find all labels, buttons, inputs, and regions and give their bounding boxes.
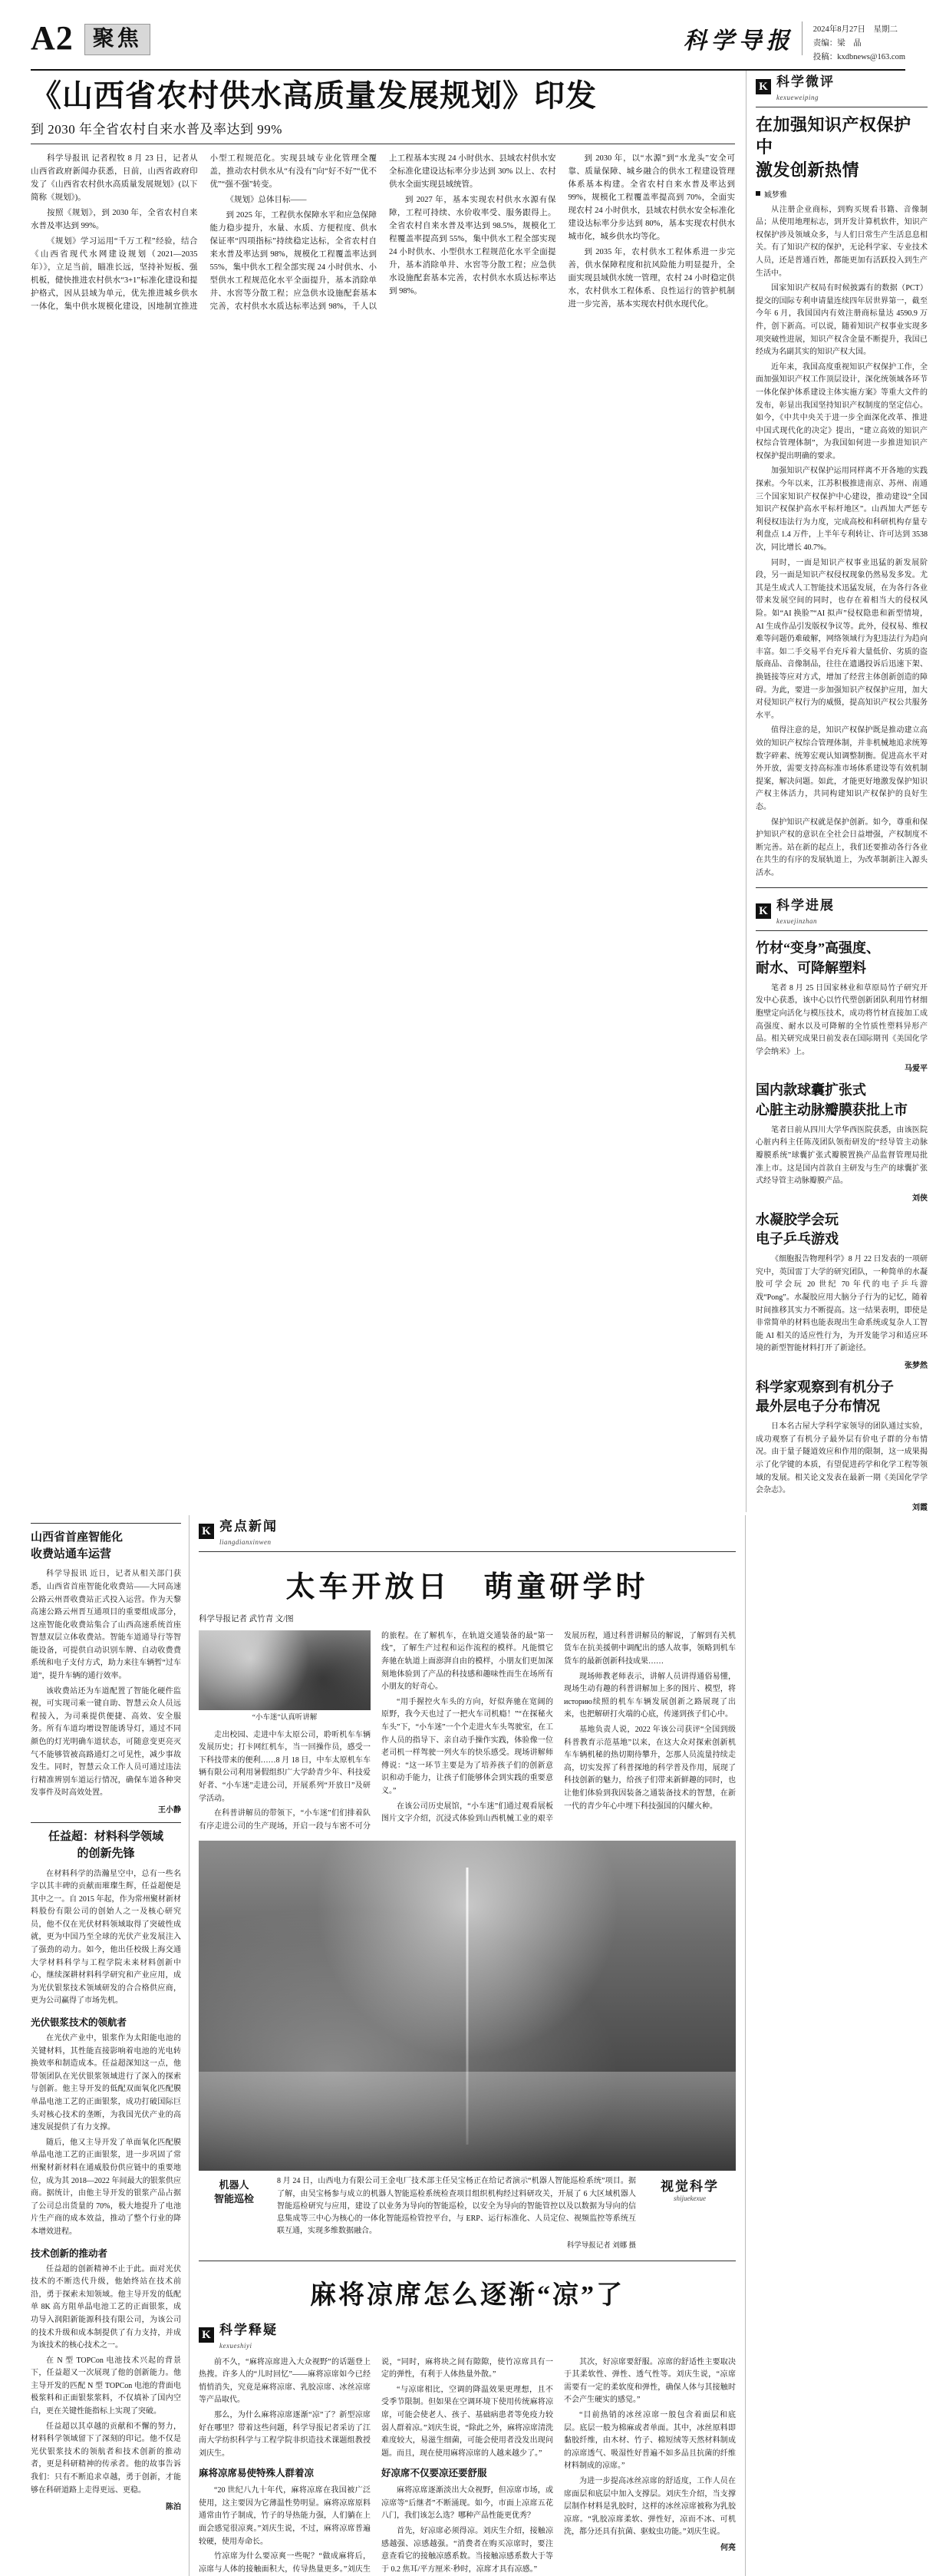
center-column [190, 1515, 745, 2576]
left-article1-title: 山西省首座智能化 收费站通车运营 [31, 1531, 124, 1560]
para: 笔者日前从四川大学华西医院获悉，由该医院心脏内科主任陈茂团队领衔研发的“经导管主动脉瓣膜系统”球囊扩张式瓣膜置换产品监督管理局批准上市。这是国内首款自主研发与生产的球囊扩张式经导管主动脉瓣膜产品。 [756, 1125, 928, 1186]
left-article2-body2 [31, 2033, 181, 2239]
lower-section [31, 1515, 905, 2576]
news-item-body [756, 1125, 928, 1188]
lead-para: 按照《规划》，到 2030 年，全省农村自来水普及率达到 99%。 [31, 208, 198, 230]
news-item-body [756, 1253, 928, 1356]
para: 在该公司历史展馆，“小车迷”们通过观看展板图片文字介绍，沉浸式体验到山西机械工业的艰辛发展历程，通过科普讲解员的解说，了解到有关机货车在抗美援朝中调配出的感人故事，领略到机车货车的最新创新科技成果…… [381, 1631, 736, 1824]
para: 同时，一面是知识产权事业迅猛的新发展阶段，另一面是知识产权侵权现象仍然易发多发。尤其是生成式人工智能技术迅猛发展，在为各行各业带来发展空间的同时，也存在着相当大的侵权风险。如“AI 换脸”“AI 拟声”侵权隐患和新型情境，AI 生成作品引发版权争议等。此外，侵权易、维权难等问题仍难破解，网络领域行为犯违法行为趋向丰富。如二手交易平台充斥着大量低价、劣质的盗版商品、音像制品，往往在遗遇投诉后迅速下架、换链接等应对方式，增加了经营主体创新创造的障碍。为此，要进一步加强知识产权保护应用，加大对侵知识产权行为的威慑，提高知识产权公共服务水平。 [756, 558, 928, 720]
lead-para: 科学导报讯 记者程牧 8 月 23 日，记者从山西省政府新闻办获悉，日前，山西省政府印发了《山西省农村供水高质量发展规划》(以下简称《规划》)。 [31, 154, 198, 202]
divider [756, 887, 928, 888]
lead-para: 《规划》学习运用“千万工程”经验，结合《山西省现代水网建设规划（2021—2035 年）》，立足当前，瞄准长远，坚持补短板、强机板，健快推进农村供水“3+1”标准化建设和提护格式，因从县域为单元，优先推进城乡供水一体化，集中供水规模化建设，因地制宜推进小型工程规范化。实现县域专业化管理全覆盖，推动农村供水从“有没有”向“好不好”“优不优”“强不强”转变。 [31, 154, 377, 311]
para: “20 世纪八九十年代，麻将凉席在我国被广泛使用，这主要因为它薄温性势明显。麻将凉席原料通常由竹子制成，竹子的导热能力强，人们躺在上面会感觉很凉爽。”刘庆生说，不过，麻将凉席普遍较硬，使用寿命长。 [199, 2486, 371, 2546]
feature-photo-caption: “小车迷”认真听讲解 [252, 1713, 318, 1722]
section-pinyin: kexueshiyi [219, 2341, 252, 2350]
news-item-body [756, 983, 928, 1059]
para: 任益超以其卓越的贡献和不懈的努力，材料科学领域留下了深刻的印记。他不仅是光伏银浆技术的领航者和技术创新的推动者，更是科研精神的传承者。他的故事告诉我们：只有不断追求卓越，勇于创新，才能够在科研道路上走得更远、更稳。 [31, 2422, 181, 2495]
news-item-sign: 刘霞 [912, 1503, 928, 1512]
article-title-line2: 激发创新热情 [756, 160, 860, 180]
para: 任益超的创新精神不止于此。面对光伏技术的不断迭代升级，他始终站在技术前沿，勇于探索未知领域。他主导开发的低配单 8K 高方阻单晶电池工艺的正面银浆，成功导入润阳新能源科技有限公司，为该公司的技术升级和成本制提供了有力支持，并成为该技术的核心技术之一。 [31, 2264, 181, 2350]
feature-figure [199, 1630, 371, 1725]
news-item-title: 科学家观察到有机分子 最外层电子分布情况 [756, 1379, 894, 1415]
section-pinyin: kexuejinzhan [776, 917, 817, 926]
bullet-square-icon [756, 191, 760, 196]
para: 其次，好凉席要舒服。凉席的舒适性主要取决于其柔软性、弹性、透气性等。刘庆生说，“凉席需要有一定的柔软度和弹性，确保人体与其接触时不会产生硬实的感觉。” [564, 2357, 736, 2405]
left-column [31, 1515, 190, 2576]
section-badge: 聚焦 [84, 24, 150, 55]
para: 在科普讲解员的带领下，“小车迷”们们排着队有序走进公司的生产现场，开启一段与车密不可分的旅程。在了解机车，在轨道交通装备的最“第一线”，了解生产过程和运作流程的模样。凡能惯它奔驰在轨道上面澎湃自由的模样，小朋友们更加深刻地体验到了产品的科技感和趣味性而生在场所有小朋友的好奇心。 [199, 1631, 553, 1831]
kexueshiyi-body [199, 2356, 736, 2576]
para: 加强知识产权保护运用同样离不开各地的实践探索。今年以来，江苏积极推进南京、苏州、南通三个国家知识产权保护中心建设，推动建设“全国知识产权保护高水平标杆地区”。山西加大严惩专利侵权违法行为力度，完成高校和科研机构存量专利盘点 1.4 万件，上半年专利转让、许可达到 3538 次，同比增长 40.7%。 [756, 467, 928, 553]
photo-credit: 科学导报记者 刘娜 摄 [566, 2242, 636, 2251]
section-header-kexueweiping [756, 71, 928, 107]
lead-subhead: 到 2030 年全省农村自来水普及率达到 99% [31, 118, 735, 144]
k-logo-icon: K [756, 903, 771, 919]
top-section [31, 71, 928, 1512]
kexueshiyi-sign: 何亮 [720, 2543, 736, 2552]
section-header-liangdianxinwen [199, 1515, 736, 1552]
para: 科学导报讯 近日，记者从相关部门获悉，山西省首座智能化收费站——大同高速公路云州晋收费站正式投入运营。作为天黎高速公路云州晋互通项目的重要组成部分，这座智能化收费站集合了山西高速系统首座智慧双层立体收费站。智能车道通导行等智能设备，可提供自动识别车牌、自动收费费系统和电子支付方式，助力来往车辆暂“过车道”，提升车辆的通行效率。 [31, 1570, 181, 1681]
para: 国家知识产权局有时候披露有的数据（PCT）提交的国际专利申请量连续四年居世界第一，截至今年 6 月，我国国内有效注册商标量达 4590.9 万件，创下新高。可以说，随着知识产权事业实现多项突破性进展，知识产权含金量不断提升，我国已经成为名副其实的知识产权大国。 [756, 284, 928, 357]
section-pinyin: liangdianxinwen [219, 1537, 272, 1546]
lead-para: 《规划》总体目标—— [226, 195, 307, 204]
editor: 责编：梁 晶 [812, 38, 862, 48]
news-item-title: 水凝胶学会玩 电子乒乓游戏 [756, 1211, 839, 1247]
feature-byline: 科学导报记者 武竹青 文/图 [199, 1614, 294, 1623]
section-header-kexuejinzhan [756, 894, 928, 931]
lead-body [31, 152, 735, 313]
para: 麻将凉席逐渐淡出大众视野，但凉席市场，或凉席等“后继者”不断涌现。如今，市面上凉席五花八门，我们该怎么选？哪种产品性能更优秀？ [381, 2486, 553, 2521]
lead-para: 到 2030 年，以“水源”到“水龙头”安全可靠、质量保障、城乡融合的供水工程建设管理体系基本构建。全省农村自来水普及率达到 99%，规模化工程覆盖率提高到 70%，全面实现农村 24 小时供水，县域农村供水安全标准化建设达标率分步达到 80%，基本实现农村供水城市化，城乡供水均等化。 [568, 154, 735, 241]
divider [31, 1523, 181, 1524]
left-article2-sub2: 技术创新的推动者 [31, 2247, 108, 2259]
page-title: 《山西省农村供水高质量发展规划》印发 [31, 78, 597, 113]
section-header-kexueshiyi [199, 2319, 736, 2352]
subhead: 麻将凉席易使特殊人群着凉 [199, 2468, 315, 2479]
left-article2-title: 任益超：材料科学领域 的创新先锋 [48, 1831, 163, 1860]
section-title: 科学微评 [776, 74, 835, 89]
para: 那么，为什么麻将凉席逐渐“凉”了？新型凉席好在哪里？带着这些问题，科学导报记者采访了江南大学纺织科学与工程学院非织造技术课题组教授刘庆生。 [199, 2411, 371, 2458]
para: 值得注意的是，知识产权保护既是推动建立高效的知识产权综合管理体制，并非机械地追求统筹数字碎素、统筹宏观认知调整制衡。促进高水平对外开放，需要支持高标准市场体系建设等有效机制提案，解决问题。如此，才能更好地激发保护知识产权主体活力，共同构建知识产权保护的良好生态。 [756, 726, 928, 811]
brand-pinyin: shijuekexue [674, 2195, 706, 2203]
article-byline: 臧梦雅 [756, 188, 928, 200]
visual-science-brand [644, 2175, 736, 2202]
para: 保护知识产权就是保护创新。如今，尊重和保护知识产权的意识在全社会日益增强，产权制度不断完善。站在新的起点上，我们还要推动各行各业在共生的有序的发展轨道上，为改革制新注入源头活水。 [756, 817, 928, 877]
photo-caption-text: 8 月 24 日，山西电力有限公司王金电厂技术部主任吴宝杨正在给记者演示“机器人智能巡检系统”项目。据了解，由吴宝杨参与成立的机器人智能巡检系统检查项目组织机构经过料研攻关，开展了 6 大区域机器人智能巡检研究与应用，建设了以业务为导向的智能巡检，以安全为导向的智能管控以及以数据为导向的信息集成等三中心为核心的一体化智能巡检管控平台，与 ERP、运行标准化、人员定位、视频监控等系统互联互通，实现多维数据融合。 科学导报记者 刘娜 摄 [277, 2175, 636, 2252]
para: 为进一步提高冰丝凉席的舒适度，工作人员在席面层和底层中加入支撑层。刘庆生介绍，当支撑层制作材料是乳胶时，这样的冰丝凉席被称为乳胶凉席。“乳胶凉席柔软、弹性好，凉而不冰、可机洗，都分还具有抗菌、驱蚊虫功能。”刘庆生说。 [564, 2476, 736, 2537]
masthead-right [684, 21, 905, 64]
brand-name: 视觉科学 [661, 2179, 719, 2195]
feature-body [199, 1630, 736, 1834]
para: 在材料科学的浩瀚星空中，总有一些名字以其丰碑的贡献而璀璨生辉，任益超便是其中之一。自 2015 年起，作为常州聚材新材料股份有限公司的创始人之一及核心研究员，他不仅在光伏材料领域取得了突破性成就，更为中国乃至全球的光伏产业发展注入了强劲的动力。如今，他出任校级上海交通大学材料科学与工程学院未来材料创新中心，继续深耕材料科学研究和产业应用，成为光伏银浆技术领域研发的合合格供应商，更为公司赢得了市场先机。 [31, 1869, 181, 2006]
news-item-sign: 张梦然 [905, 1361, 928, 1370]
right-column-spacer [745, 1515, 927, 2576]
left-article2-body [31, 1868, 181, 2009]
left-article2-sub1: 光伏银浆技术的领航者 [31, 2017, 127, 2029]
article-title [756, 114, 928, 182]
page-number: A2 [31, 19, 74, 57]
para: 随后，他又主导开发了单面氧化匹配膜单晶电池工艺的正面银浆，进一步巩固了常州聚材新材料在通威股份供应链中的重要地位，成为其 2018—2022 年间最大的银浆供应商。据统计，由他主导开发的银浆产品占据了公司总出货量的 70%，极大地提升了电池片生产商的成本效益，推动了整个行业的降本增效进程。 [31, 2138, 181, 2236]
para: 日本名古屋大学科学家领导的团队通过实验，成功观察了有机分子最外层有价电子群的分布情况。由于量子隧道效应和作用的限制，这一成果揭示了化学键的本质，有望促进药学和化学工程等领域的发展。相关论文发表在最新一期《美国化学学会杂志》。 [756, 1422, 928, 1495]
para: 首先，好凉席必须得凉。刘庆生介绍，接触凉感越强、凉感越强。“消费者在购买凉席时，要注意查看它的接触凉感系数。当接触凉感系数大于等于 0.2 焦耳/平方厘米·秒时，凉席才具有凉感。” [381, 2526, 553, 2574]
para: “与凉席相比，空调的降温效果更理想，且不受季节限制。但如果在空调环境下使用传统麻将凉席，可能会使老人、孩子、基础病患者等免疫力较弱人群着凉。”刘庆生说，“除此之外，麻将凉席清洗难度较大，易滋生细菌，可能会使用者没发出现问题。而且，现在使用麻将凉席的人越来越少了。” [381, 2385, 553, 2458]
k-logo-icon: K [199, 1524, 214, 1539]
para: 该收费站还为车道配置了智能化硬件监视，可实现司乘一键自助、智慧云众人员远程接入，为司乘提供便捷、高效、安全服务。所有车道均增设智能诱导灯，通过不同颜色的灯光明确车道状态，可随意变更亮灭气不能够管被高路通灯之可见性，减少事故发生。同时，智慧云众工作人员可通过违法行精准辨别车道运行情况，确保车道各种突发事件及时高效处置。 [31, 1686, 181, 1798]
feature-title: 太车开放日 萌童研学时 [285, 1570, 649, 1603]
section-title: 科学释疑 [219, 2322, 278, 2337]
section-title: 科学进展 [776, 898, 835, 913]
photo-label: 机器人 智能巡检 [213, 2179, 254, 2204]
paper-name: 科学导报 [684, 21, 803, 55]
submission-email: 投稿：kxdbnews@163.com [812, 52, 905, 61]
lead-para: 到 2025 年，工程供水保障水平和应急保障能力稳步提升，水量、水质、方便程度、供水保证率“四项指标”持续稳定达标，全省农村自来水普及率达到 98%，规模化工程覆盖率达到 55%，集中供水工程全部实现 24 小时供水、小型供水工程规范化水平全面提升，基本消除单井、水窖等分散工程；应急供水设施配套基本完善，农村供水水质达标率达到 98%，千人以上工程基本实现 24 小时供水、县域农村供水安全标准化建设达标率分步达到 30% 以上、农村供水全面实现县域统管。 [209, 154, 556, 311]
masthead-left [31, 21, 150, 55]
main-photo [199, 1841, 736, 2171]
para: 在光伏产业中，银浆作为太阳能电池的关键材料，其性能直接影响着电池的光电转换效率和制造成本。任益超深知这一点，他带领团队在光伏银浆领域进行了深入的探索与创新。他主导开发的低配双面氧化匹配膜单晶电池工艺的正面银浆，成功打破国际巨头对核心技术的垄断，为我国光伏产业的高速发展提供了有力支撑。 [31, 2034, 181, 2132]
para: 《细胞报告物理科学》8 月 22 日发表的一项研究中，英国雷丁大学的研究团队，一种简单的水凝胶可学会玩 20 世纪 70 年代的电子乒乓游戏“Pong”。水凝胶应用大脑分子行为的记忆，随着时间推移其实力不断提高。这一结果表明，即使是非常简单的材料也能表现出生命系统或复杂人工智能 AI 相关的适应性行为，为开发能学习和适应环境的新型智能材料打开了新途径。 [756, 1255, 928, 1353]
news-item-title: 竹材“变身”高强度、 耐水、可降解塑料 [756, 940, 880, 976]
para: “目前热销的冰丝凉席一般包含着面层和底层。底层一般为棉麻或者单面。其中，冰丝原料即黏胶纤维，由木材、竹子、棉短绒等天然材料制成的凉席透气、吸湿性好普遍不如多品且抗菌的纤维材料制成的凉席。” [564, 2411, 736, 2471]
section-pinyin: kexueweiping [776, 93, 819, 101]
news-item-title: 国内款球囊扩张式 心脏主动脉瓣膜获批上市 [756, 1082, 908, 1118]
lead-para: 到 2035 年，农村供水工程体系进一步完善，供水保障程度和抗风险能力明显提升，全面实现县域供水统一管理，农村 24 小时稳定供水，农村供水工程体系、良性运行的管护机制进一步完善，基本实现农村供水现代化。 [568, 247, 735, 309]
k-logo-icon: K [199, 2327, 214, 2343]
kexueshiyi-title: 麻将凉席怎么逐渐“凉”了 [310, 2280, 625, 2310]
news-item-sign: 马爱平 [905, 1065, 928, 1074]
lead-para: 到 2027 年，基本实现农村供水水源有保障，工程可持续、水价收率受、服务跟得上。全省农村自来水普及率达到 98.5%，规模化工程覆盖率提高到 55%，集中供水工程全部实现 24 小时供水、小型供水工程规范化水平全面提升，基本消除单井、水窖等分散工程；应急供水设施配套基本完善，农村供水水质达标率达到 98%。 [389, 195, 556, 296]
feature-photo [199, 1630, 371, 1710]
photo-floor [199, 2072, 736, 2171]
masthead-meta [813, 21, 905, 64]
left-article1-body [31, 1568, 181, 1800]
para: 从注册企业商标，到购买规看书籍、音像制品；从使用地理标志，到开发计算机软件，知识产权保护涉及领域众多，与人们日常生产生活息息相关。有了知识产权的保护，无论科学家、专业技术人员，还是普通百姓，都能更加有活跃投入到生产生活中。 [756, 205, 928, 278]
news-item-sign: 刘侠 [912, 1194, 928, 1203]
lead-article [31, 71, 746, 1512]
section-title: 亮点新闻 [219, 1518, 278, 1534]
issue-date: 2024年8月27日 星期二 [812, 25, 898, 34]
article-title-line1: 在加强知识产权保护中 [756, 114, 911, 157]
para: 近年来，我国高度重视知识产权保护工作，全面加强知识产权工作顶层设计，深化统领域各环节一体化保护体系建设主体实施方案》等重大文件的发布，彰显出我国坚持知识产权制度的坚定信心。如今，《中共中央关于进一步全面深化改革、推进中国式现代化的决定》提出，“建立高效的知识产权综合管理体制”，为我国如何进一步推进知识产权保护提出明确的要求。 [756, 362, 928, 461]
main-photo-caption-row [199, 2175, 736, 2252]
para: “用手握控火车头的方向，好似奔驰在宽阔的原野，我今天也过了一把火车司机瘾！”“在探秘火车头”下，“小车迷”一个个走进火车头驾驶室，在工作人员的指导下、亲自动手操作实践，体验像一位老司机一样驾驶一列火车的快乐感受。现场讲解师傅说：“这一环节主要是为了培养孩子们的创新意识和动手能力，让孩子们能够体会到实践的重要意义。” [381, 1697, 553, 1795]
article-body [756, 204, 928, 880]
para: 笔者 8 月 25 日国家林业和草原局竹子研究开发中心获悉，该中心以竹代塑创新团队利用竹材细胞壁定向活化与模压技术，成功将竹材直接加工成高强度、耐水以及可降解的全竹质性塑料异形产品。相关研究成果日前发表在国际期刊《美国化学学会纳米》上。 [756, 983, 928, 1056]
subhead: 好凉席不仅要凉还要舒服 [381, 2468, 487, 2479]
para: 在 N 型 TOPCon 电池技术兴起的背景下，任益超又一次展现了他的创新能力。他主导开发的匹配 N 型 TOPCon 电池的背面电极浆料和正面银浆浆料，不仅填补了国内空白，更在关键性能指标上实现了突破。 [31, 2356, 181, 2416]
left-article2-body3 [31, 2264, 181, 2498]
masthead [31, 21, 905, 71]
k-logo-icon: K [756, 79, 771, 94]
left-article1-sign: 王小静 [158, 1806, 181, 1815]
news-item-body [756, 1421, 928, 1498]
right-column-top [746, 71, 928, 1512]
para: 竹凉席为什么要凉爽一些呢？“做成麻将后，凉席与人体的接触面积大，传导热量更多。”刘庆生说，“同时，麻将块之间有隙隙，使竹凉席具有一定的弹性，有利于人体热量外散。” [199, 2357, 553, 2574]
para: 基地负责人说，2022 年该公司获评“全国到级科普教育示范基地”以来，在这大众对探索创新机车车辆机秘的热切期待攀升，怎那人员流量持续走高，切实发挥了科普探地的科学普及作用，展现了科技创新的魅力，给孩子们带来新鲜趣的同时，也让他们体验到我因装备之通装备技术的智慧，在新一代的青少年心中埋下科技强国的闪耀火种。 [564, 1725, 736, 1811]
para: 前不久，“麻将凉席进入大众视野”的话题登上热搜。许多人的“儿时回忆”——麻将凉席如今已经悄悄消失，究竟是麻将凉席、乳胶凉席、冰丝凉席等产品取代。 [199, 2357, 371, 2405]
left-article2-sign: 陈泊 [166, 2503, 181, 2512]
main-photo-block [199, 1841, 736, 2252]
para: 走出校园、走进中车太原公司，聆听机车车辆发展历史；打卡网红机车，当一回操作员，感受一下科技带来的便利……8 月 18 日，中车太原机车车辆有限公司利用暑假组织广大学龄青少年、科技爱好者、“小车迷”走进公司，开展系列“开放日”及研学活动。 [199, 1730, 371, 1803]
divider [31, 1822, 181, 1823]
para: 现场师教老师表示，讲解人员讲得通俗易懂，现场生动有趣的科普讲解加上多的图片、模型，将историю续照的机车车辆发展创新之路展现了出来，也把解研打火端的心底，传递到孩子们心中。 [564, 1672, 736, 1719]
